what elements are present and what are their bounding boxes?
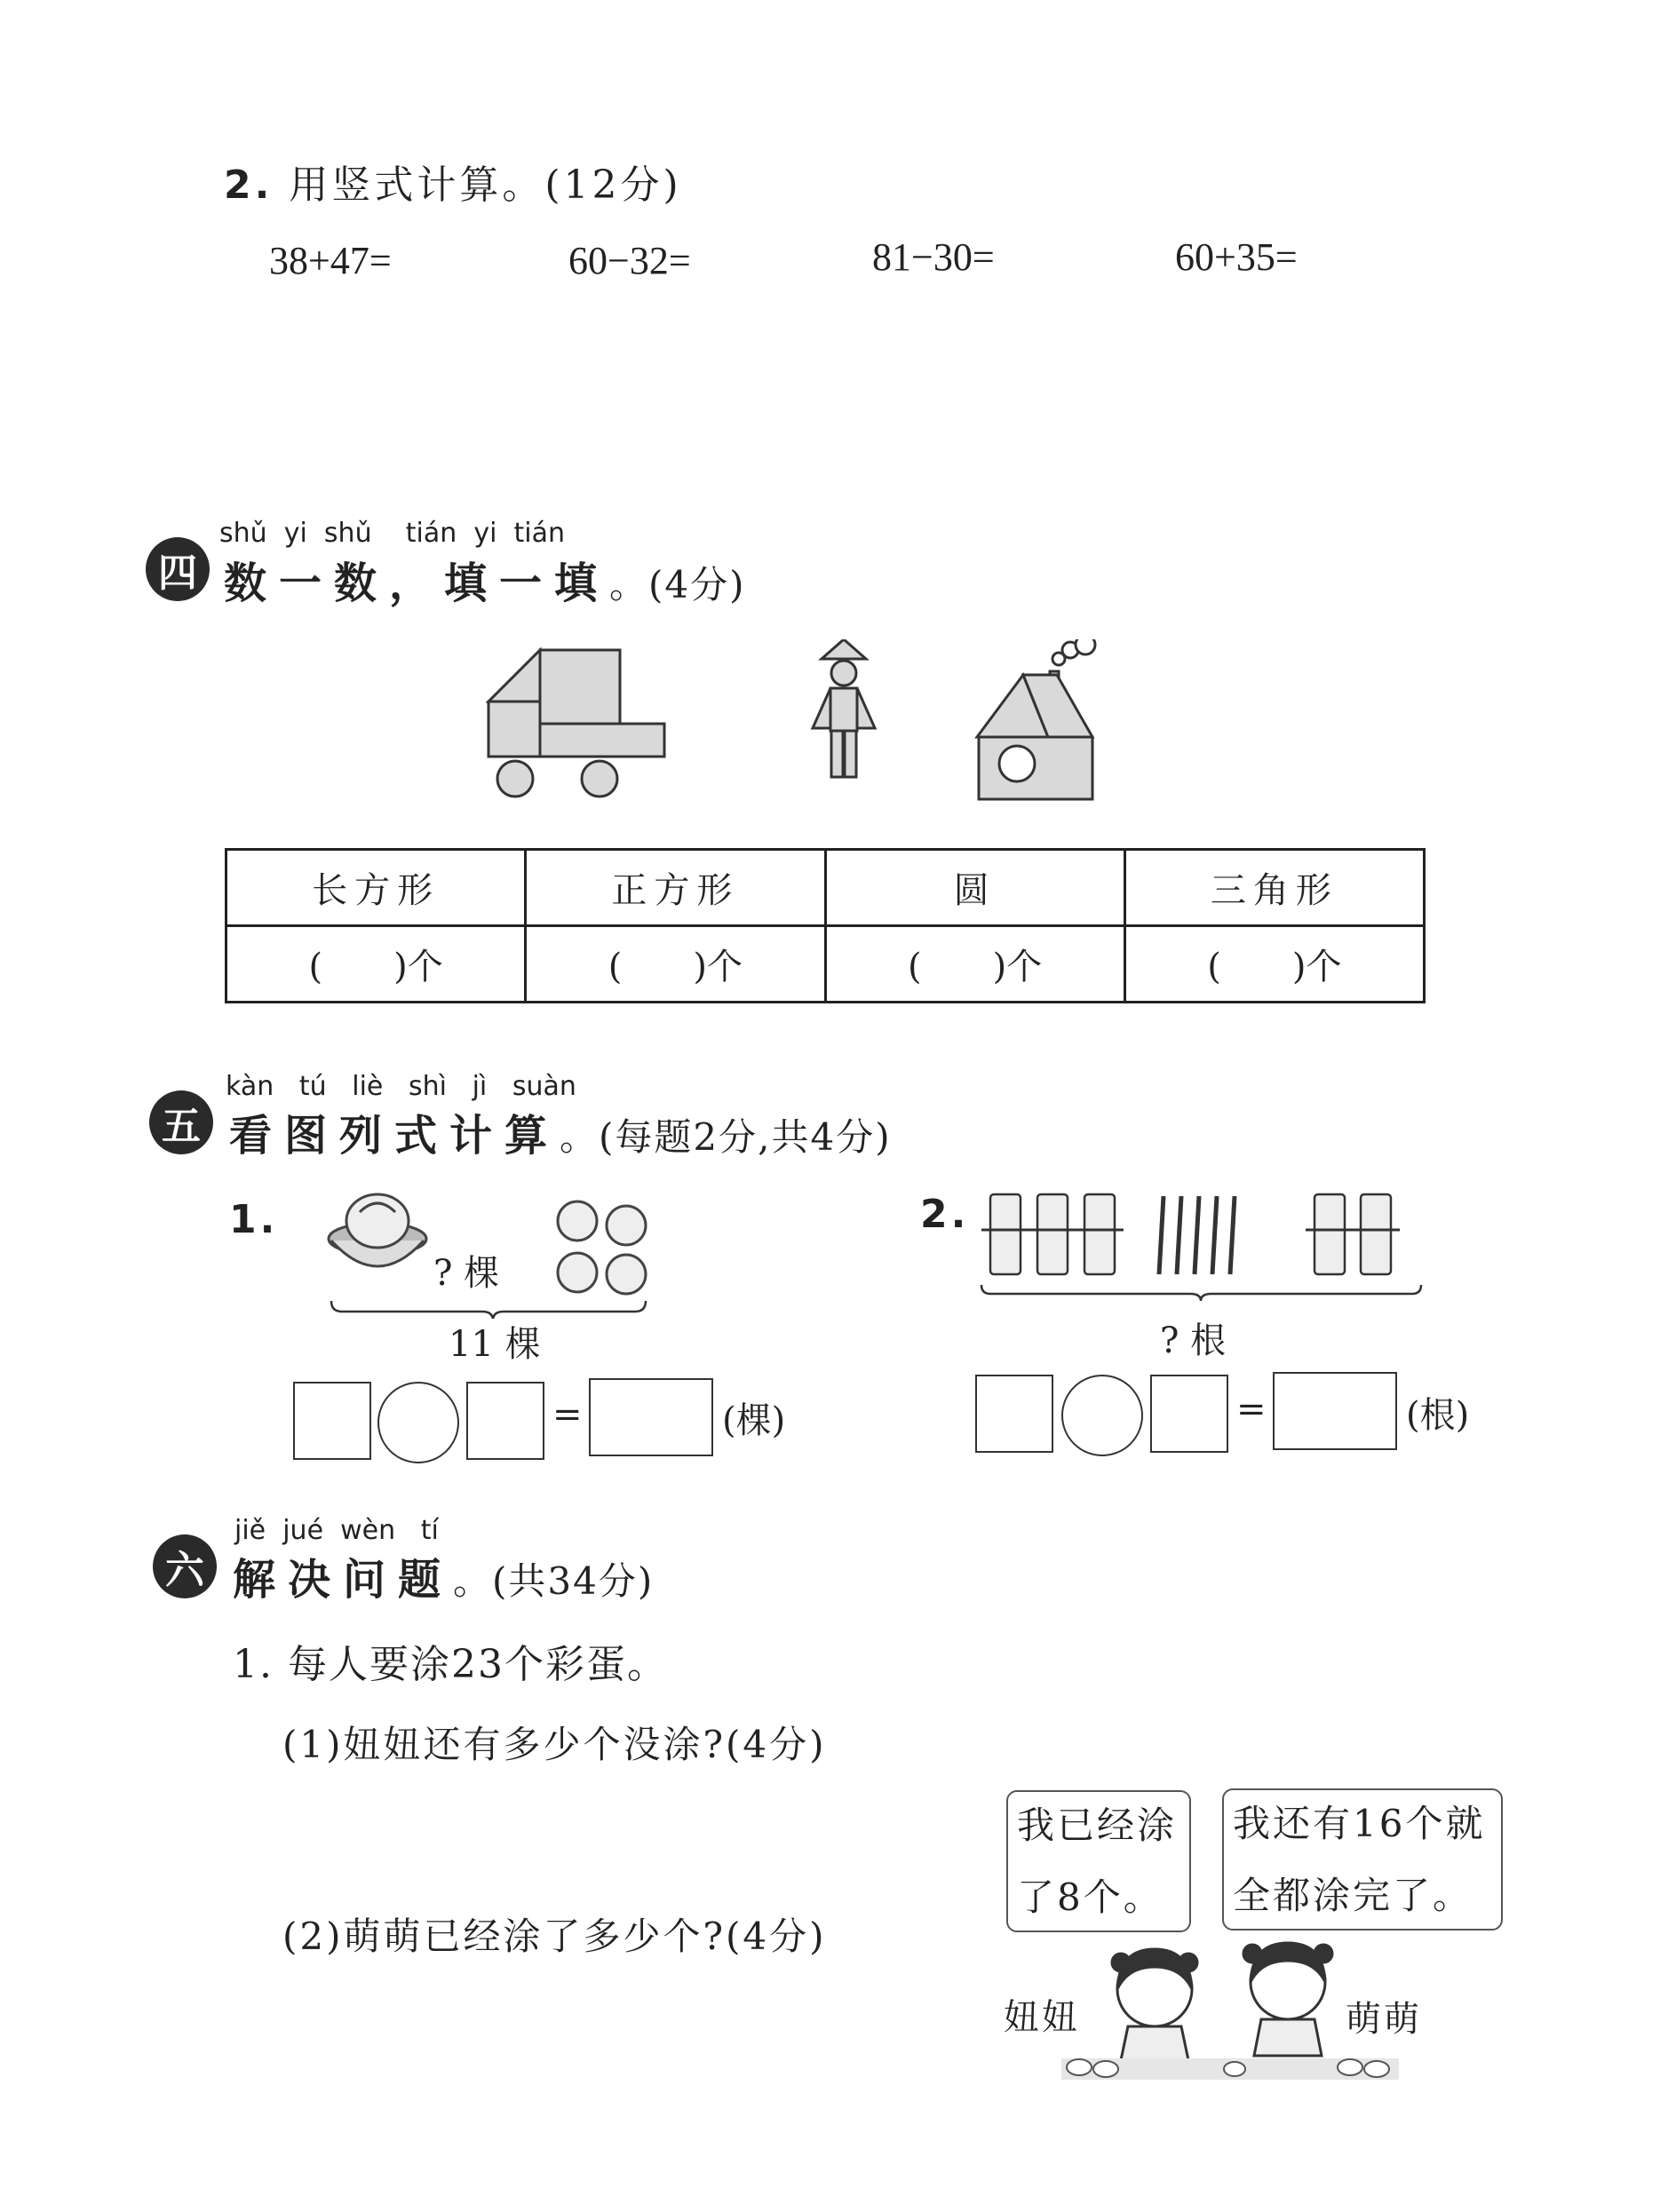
answer-cell[interactable]: ( )个 <box>1124 926 1424 1003</box>
section-4-badge: 四 <box>146 537 210 601</box>
section-4-title: 数一数，填一填。(4分) <box>224 559 746 608</box>
picture-q2-number: 2. <box>920 1192 970 1237</box>
expression-1: 38+47= <box>269 239 392 282</box>
table-header-row <box>226 850 1425 926</box>
answer-cell[interactable]: ( )个 <box>825 926 1124 1003</box>
picture-q1-question: ? 棵 <box>433 1253 500 1294</box>
operator-circle[interactable] <box>377 1382 459 1463</box>
equals-sign: = <box>1236 1389 1267 1430</box>
header-circle: 圆 <box>825 850 1124 926</box>
shape-pictures <box>480 639 1172 808</box>
section-5-badge: 五 <box>149 1090 213 1154</box>
expression-2: 60−32= <box>568 239 691 282</box>
section-6-pinyin: jiě jué wèn tí <box>234 1515 439 1546</box>
operator-circle[interactable] <box>1061 1375 1143 1456</box>
answer-box[interactable] <box>1150 1375 1228 1453</box>
unit-label: (棵) <box>722 1400 786 1441</box>
header-square: 正方形 <box>526 850 825 926</box>
speech-bubble-mengmeng: 我还有16个就 全都涂完了。 <box>1222 1788 1503 1931</box>
question-text: 用竖式计算。(12分) <box>289 163 682 208</box>
header-rectangle: 长方形 <box>226 850 526 926</box>
answer-box[interactable] <box>975 1375 1053 1453</box>
unit-label: (根) <box>1406 1395 1470 1436</box>
girl-mengmeng-icon <box>1243 1943 1332 2056</box>
name-mengmeng: 萌萌 <box>1346 1999 1422 2040</box>
header-triangle: 三角形 <box>1124 850 1424 926</box>
section-6-title: 解决问题。(共34分) <box>233 1555 655 1605</box>
single-stick-icon <box>1159 1196 1235 1274</box>
table-answer-row <box>226 926 1425 1003</box>
question-2-title <box>224 153 682 210</box>
truck-picture <box>488 650 664 797</box>
cabbage-icon <box>558 1201 646 1294</box>
answer-cell[interactable]: ( )个 <box>526 926 825 1003</box>
result-box[interactable] <box>1273 1372 1397 1450</box>
basket-icon <box>329 1194 426 1266</box>
girl-niuniu-icon <box>1112 1949 1197 2060</box>
shape-count-table <box>225 848 1426 1003</box>
section-4-pinyin: shǔ yi shǔ tián yi tián <box>219 518 565 549</box>
equals-sign: = <box>552 1394 583 1435</box>
answer-box[interactable] <box>466 1382 544 1460</box>
house-picture <box>977 639 1095 799</box>
picture-q2-total: ? 根 <box>1160 1320 1227 1361</box>
answer-box[interactable] <box>293 1382 371 1460</box>
picture-q1-number: 1. <box>229 1197 279 1242</box>
person-picture <box>813 639 875 777</box>
answer-cell[interactable]: ( )个 <box>226 926 526 1003</box>
expression-3: 81−30= <box>872 235 995 279</box>
brace <box>981 1285 1421 1301</box>
stick-bundle-icon <box>990 1194 1391 1274</box>
expression-4: 60+35= <box>1175 235 1298 279</box>
section-5-title: 看图列式计算。(每题2分,共4分) <box>229 1111 892 1161</box>
sticks-picture <box>977 1185 1430 1301</box>
section-5-pinyin: kàn tú liè shì jì suàn <box>226 1071 576 1102</box>
sub-question-2: (2)萌萌已经涂了多少个?(4分) <box>282 1915 827 1958</box>
problem-1-text: 1. 每人要涂23个彩蛋。 <box>233 1642 668 1687</box>
speech-bubble-niuniu: 我已经涂 了8个。 <box>1006 1790 1191 1932</box>
result-box[interactable] <box>589 1378 713 1456</box>
section-6-badge: 六 <box>153 1534 217 1598</box>
question-number: 2. <box>224 163 274 208</box>
sub-question-1: (1)妞妞还有多少个没涂?(4分) <box>282 1723 827 1766</box>
picture-q1-total: 11 棵 <box>449 1324 541 1365</box>
name-niuniu: 妞妞 <box>1004 1997 1080 2038</box>
